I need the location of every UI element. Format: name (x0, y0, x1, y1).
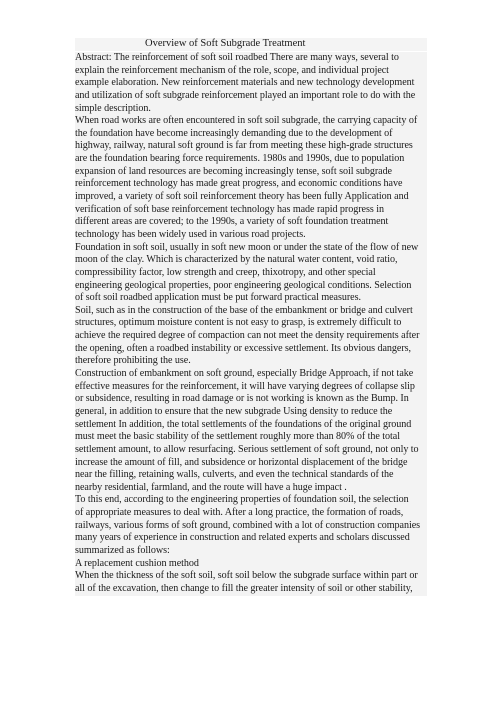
text-line: the opening, often a roadbed instability or excessive settlement. Its obvious dangers, (75, 342, 412, 354)
text-line: general, in addition to ensure that the new subgrade Using density to reduce the (75, 405, 393, 417)
text-line: To this end, according to the engineering properties of foundation soil, the selection (75, 494, 409, 506)
text-line: explain the reinforcement mechanism of the role, scope, and individual project (75, 64, 389, 76)
document-title: Overview of Soft Subgrade Treatment (75, 38, 427, 51)
paragraph (75, 570, 427, 595)
text-line: must meet the basic stability of the settlement roughly more than 80% of the total (75, 431, 400, 443)
text-line: therefore prohibiting the use. (75, 355, 191, 367)
document-page (75, 38, 427, 596)
paragraph (75, 494, 427, 557)
paragraph (75, 368, 427, 494)
paragraph (75, 305, 427, 368)
text-line: all of the excavation, then change to fill the greater intensity of soil or other stability, (75, 582, 413, 594)
text-line: When the thickness of the soft soil, soft soil below the subgrade surface within part or (75, 570, 418, 582)
text-line: Soil, such as in the construction of the base of the embankment or bridge and culvert (75, 304, 413, 316)
text-line: many years of experience in construction and related experts and scholars discussed (75, 532, 410, 544)
text-line: structures, optimum moisture content is not easy to grasp, is extremely difficult to (75, 317, 402, 329)
text-line: of soft soil roadbed application must be put forward practical measures. (75, 292, 361, 304)
text-line: verification of soft base reinforcement technology has made rapid progress in (75, 203, 384, 215)
paragraph (75, 115, 427, 241)
text-line: moon of the clay. Which is characterized by the natural water content, void ratio, (75, 254, 398, 266)
text-line: simple description. (75, 102, 151, 114)
text-line: example elaboration. New reinforcement materials and new technology development (75, 77, 415, 89)
text-line: settlement In addition, the total settlements of the foundations of the original ground (75, 418, 412, 430)
text-line: Foundation in soft soil, usually in soft new moon or under the state of the flow of new (75, 241, 419, 253)
paragraph (75, 52, 427, 115)
text-line: highway, railway, natural soft ground is far from meeting these high-grade structures (75, 140, 413, 152)
text-line: expansion of land resources are becoming increasingly tense, soft soil subgrade (75, 165, 392, 177)
text-line: A replacement cushion method (75, 557, 199, 569)
text-line: summarized as follows: (75, 544, 170, 556)
text-line: Construction of embankment on soft ground, especially Bridge Approach, if not take (75, 368, 414, 380)
document-body (75, 52, 427, 596)
text-line: When road works are often encountered in soft soil subgrade, the carrying capacity of (75, 115, 418, 127)
text-line: and utilization of soft subgrade reinforcement played an important role to do with the (75, 89, 416, 101)
text-line: the foundation have become increasingly demanding due to the development of (75, 127, 393, 139)
text-line: of appropriate measures to deal with. After a long practice, the formation of roads, (75, 507, 404, 519)
text-line: improved, a variety of soft soil reinforcement theory has been fully Application and (75, 191, 409, 203)
text-line: are the foundation bearing force requirements. 1980s and 1990s, due to population (75, 153, 405, 165)
text-line: reinforcement technology has made great progress, and economic conditions have (75, 178, 403, 190)
text-line: effective measures for the reinforcement, it will have varying degrees of collapse slip (75, 380, 415, 392)
paragraph (75, 242, 427, 305)
text-line: Abstract: The reinforcement of soft soil roadbed There are many ways, several to (75, 52, 399, 63)
text-line: near the filling, retaining walls, culverts, and even the technical standards of the (75, 469, 394, 481)
text-line: engineering geological properties, poor engineering geological conditions. Selection (75, 279, 412, 291)
text-line: railways, various forms of soft ground, combined with a lot of construction companies (75, 519, 421, 531)
text-line: nearby residential, farmland, and the route will have a huge impact . (75, 481, 347, 493)
text-line: compressibility factor, low strength and creep, thixotropy, and other special (75, 266, 376, 278)
text-line: achieve the required degree of compaction can not meet the density requirements after (75, 330, 420, 342)
text-line: technology has been widely used in various road projects. (75, 228, 306, 240)
text-line: or subsidence, resulting in road damage or is not working is known as the Bump. In (75, 393, 409, 405)
text-line: different areas are covered; to the 1990s, a variety of soft foundation treatment (75, 216, 389, 228)
paragraph (75, 558, 427, 571)
text-line: increase the amount of fill, and subsidence or horizontal displacement of the bridge (75, 456, 408, 468)
text-line: settlement amount, to allow resurfacing. Serious settlement of soft ground, not only to (75, 443, 419, 455)
